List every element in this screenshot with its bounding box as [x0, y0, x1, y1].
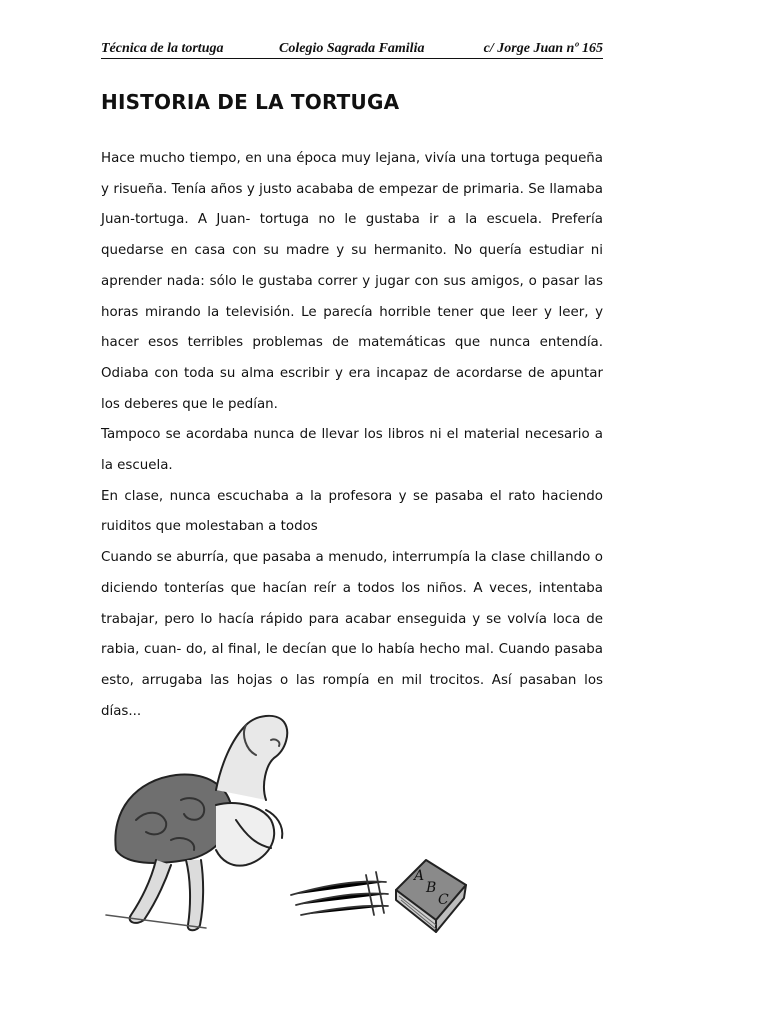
- header-center: Colegio Sagrada Familia: [279, 41, 425, 56]
- page-header: [101, 40, 603, 59]
- turtle-illustration: [96, 710, 476, 940]
- book-letter-a: A: [414, 868, 425, 884]
- motion-lines: [291, 872, 388, 915]
- paragraph-2: Tampoco se acordaba nunca de llevar los libros ni el material necesario a la escuela.: [101, 427, 603, 474]
- header-left: Técnica de la tortuga: [101, 41, 224, 56]
- book-letter-c: C: [438, 892, 449, 908]
- book-letter-b: B: [426, 880, 437, 896]
- page-title: HISTORIA DE LA TORTUGA: [101, 90, 400, 114]
- story-body: [101, 144, 603, 727]
- book-icon: [396, 860, 466, 932]
- paragraph-3: En clase, nunca escuchaba a la profesora y se pasaba el rato haciendo ruiditos que molestaban a todos: [101, 488, 603, 535]
- turtle-figure: [106, 716, 287, 930]
- header-right: c/ Jorge Juan nº 165: [483, 41, 603, 56]
- paragraph-1: Hace mucho tiempo, en una época muy lejana, vivía una tortuga pequeña y risueña. Tenía años y justo acababa de empezar de primaria. Se llamaba Juan-tortuga. A Juan- tortuga no le gustaba ir a la escuela. Prefería quedarse en casa con su madre y su hermanito. No quería estudiar ni aprender nada: sólo le gustaba correr y jugar con sus amigos, o pasar las horas mirando la televisión. Le parecía horrible tener que leer y leer, y hacer esos terribles problemas de matemáticas que nunca entendía. Odiaba con toda su alma escribir y era incapaz de acordarse de apuntar los deberes que le pedían.: [101, 151, 603, 412]
- paragraph-4: Cuando se aburría, que pasaba a menudo, interrumpía la clase chillando o diciendo tonterías que hacían reír a todos los niños. A veces, intentaba trabajar, pero lo hacía rápido para acabar enseguida y se volvía loca de rabia, cuan- do, al final, le decían que lo había hecho mal. Cuando pasaba esto, arrugaba las hojas o las rompía en mil trocitos. Así pasaban los días...: [101, 550, 603, 719]
